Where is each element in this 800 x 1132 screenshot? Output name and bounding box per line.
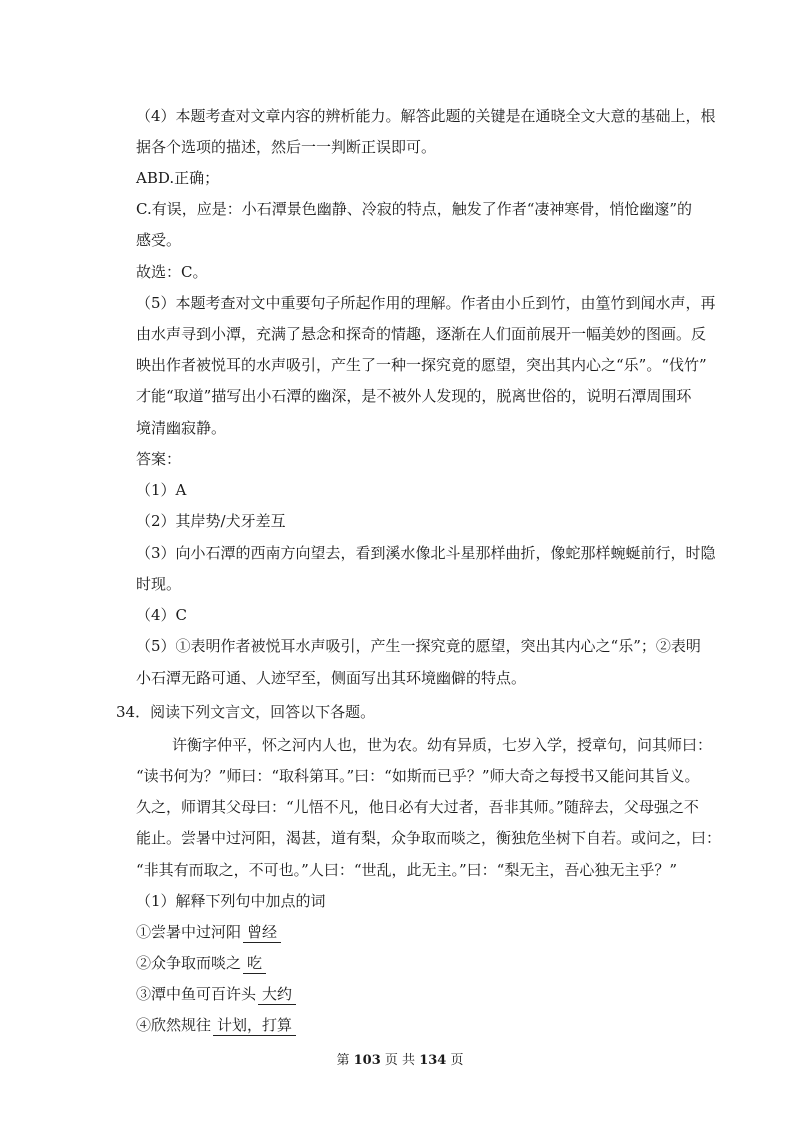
answer-5-line-1: （5）①表明作者被悦耳水声吸引，产生一探究竟的愿望，突出其内心之“乐”；②表明	[136, 637, 701, 655]
answer-2: （2）其岸势/犬牙差互	[136, 512, 286, 530]
question-34-heading: 34．阅读下列文言文，回答以下各题。	[116, 703, 376, 721]
page-footer	[0, 1052, 800, 1070]
answer-3-line-1: （3）向小石潭的西南方向望去，看到溪水像北斗星那样曲折，像蛇那样蜿蜒前行，时隐	[136, 544, 716, 562]
answer-5-line-2: 小石潭无路可通、人迹罕至，侧面写出其环境幽僻的特点。	[136, 669, 527, 687]
word-item	[136, 953, 266, 974]
sec4-line-5: 感受。	[136, 231, 182, 249]
passage-line-3: 久之，师谓其父母曰：“儿悟不凡，他日必有大过者，吾非其师。”随辞去，父母强之不	[136, 798, 699, 816]
sec4-line-1: （4）本题考查对文章内容的辨析能力。解答此题的关键是在通晓全文大意的基础上，根	[136, 107, 716, 125]
word-item	[136, 922, 281, 943]
word-item-answer: 曾经	[243, 922, 281, 943]
passage-line-2: “读书何为？”师曰：“取科第耳。”曰：“如斯而已乎？”师大奇之每授书又能问其旨义。	[136, 767, 700, 785]
answer-1: （1）A	[136, 481, 187, 499]
passage-line-4: 能止。尝暑中过河阳，渴甚，道有梨，众争取而啖之，衡独危坐树下自若。或问之，曰：	[136, 829, 722, 847]
word-item-answer: 大约	[258, 984, 296, 1005]
sec5-line-4: 才能“取道”描写出小石潭的幽深，是不被外人发现的，脱离世俗的，说明石潭周围环	[136, 387, 692, 405]
answer-4: （4）C	[136, 606, 188, 624]
answer-3-line-2: 时现。	[136, 575, 182, 593]
passage-line-5: “非其有而取之，不可也。”人曰：“世乱，此无主。”曰：“梨无主，吾心独无主乎？”	[136, 861, 678, 879]
word-item	[136, 1015, 296, 1036]
footer-page-number: 103	[353, 1053, 381, 1068]
sec5-line-3: 映出作者被悦耳的水声吸引，产生了一种一探究竟的愿望，突出其内心之“乐”。“伐竹”	[136, 356, 707, 374]
passage-line-1: 许衡字仲平，怀之河内人也，世为农。幼有异质，七岁入学，授章句，问其师曰：	[172, 736, 713, 754]
sec4-line-3: ABD.正确；	[136, 169, 220, 187]
word-item-answer: 计划，打算	[213, 1015, 296, 1036]
word-item-sentence: ②众争取而啖之	[136, 954, 242, 972]
word-item	[136, 984, 296, 1005]
sec4-line-4: C.有误，应是：小石潭景色幽静、冷寂的特点，触发了作者“凄神寒骨，悄怆幽邃”的	[136, 200, 693, 218]
footer-prefix: 第	[336, 1053, 350, 1068]
sec5-line-2: 由水声寻到小潭，充满了悬念和探奇的情趣，逐渐在人们面前展开一幅美妙的图画。反	[136, 325, 707, 343]
word-item-sentence: ③潭中鱼可百许头	[136, 985, 257, 1003]
word-item-answer: 吃	[243, 953, 266, 974]
sec4-line-2: 据各个选项的描述，然后一一判断正误即可。	[136, 138, 437, 156]
footer-suffix: 页	[450, 1053, 464, 1068]
sec4-line-6: 故选：C。	[136, 263, 208, 281]
footer-mid: 页 共	[384, 1053, 416, 1068]
subquestion-1-title: （1）解释下列句中加点的词	[136, 892, 326, 910]
footer-total-pages: 134	[419, 1053, 447, 1068]
sec5-line-1: （5）本题考查对文中重要句子所起作用的理解。作者由小丘到竹，由篁竹到闻水声，再	[136, 294, 716, 312]
word-item-sentence: ①尝暑中过河阳	[136, 923, 242, 941]
word-item-sentence: ④欣然规往	[136, 1016, 212, 1034]
sec5-line-5: 境清幽寂静。	[136, 419, 227, 437]
answers-label: 答案：	[136, 450, 182, 468]
